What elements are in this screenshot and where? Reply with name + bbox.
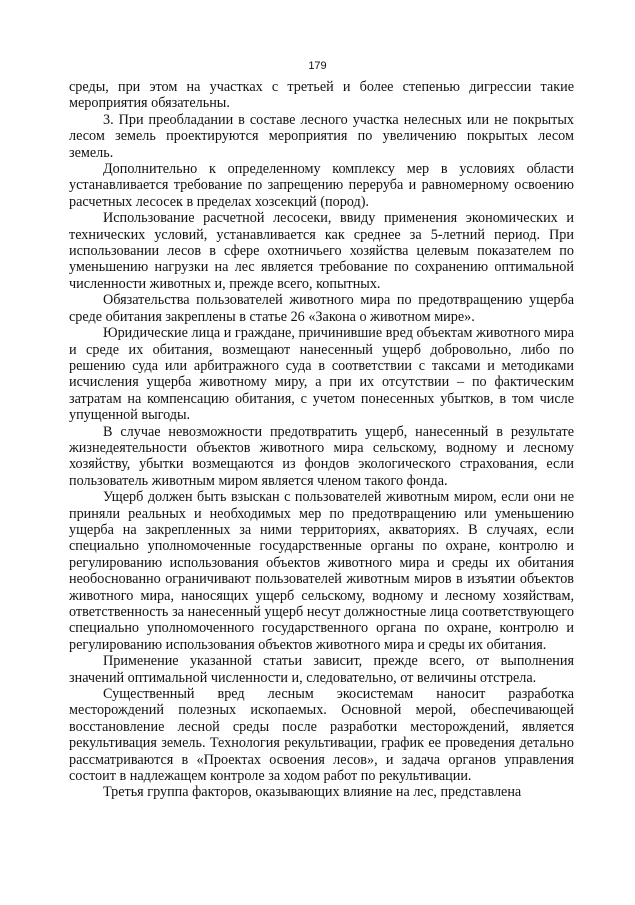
paragraph: Применение указанной статьи зависит, прежде всего, от выполнения значений оптимальной численности и, следовательно, от величины отстрела.: [69, 653, 574, 686]
paragraph: Обязательства пользователей животного мира по предотвращению ущерба среде обитания закреплены в статье 26 «Закона о животном мире».: [69, 292, 574, 325]
paragraph: Существенный вред лесным экосистемам наносит разработка месторождений полезных ископаемых. Основной мерой, обеспечивающей восстановление лесной среды после разработки месторождений, является рекультивация земель. Технология рекультивации, график ее проведения детально рассматриваются в «Проектах освоения лесов», и задача органов управления состоит в надлежащем контроле за ходом работ по рекультивации.: [69, 686, 574, 785]
page-number: 179: [308, 60, 327, 72]
paragraph: Дополнительно к определенному комплексу мер в условиях области устанавливается требование по запрещению переруба и равномерному освоению расчетных лесосек в пределах хозсекций (пород).: [69, 161, 574, 210]
paragraph: В случае невозможности предотвратить ущерб, нанесенный в результате жизнедеятельности объектов животного мира сельскому, водному и лесному хозяйству, убытки возмещаются из фондов экологического страхования, если пользователь животным миром является членом такого фонда.: [69, 423, 574, 489]
document-body: [69, 79, 574, 801]
paragraph: Ущерб должен быть взыскан с пользователей животным миром, если они не приняли реальных и необходимых мер по предотвращению или уменьшению ущерба на закрепленных за ними территориях, акваториях. В случаях, если специально уполномоченные государственные органы по охране, контролю и регулированию использования объектов животного мира и среды их обитания необоснованно ограничивают пользователей животным миров в изъятии объектов животного мира, наносящих ущерб сельскому, водному и лесному хозяйствам, ответственность за нанесенный ущерб несут должностные лица соответствующего специально уполномоченного государственного органа по охране, контролю и регулированию использования объектов животного мира и среды их обитания.: [69, 489, 574, 653]
paragraph: Использование расчетной лесосеки, ввиду применения экономических и технических условий, устанавливается как среднее за 5-летний период. При использовании лесов в сфере охотничьего хозяйства целевым показателем по уменьшению нагрузки на лес является требование по сохранению оптимальной численности животных и, прежде всего, копытных.: [69, 210, 574, 292]
paragraph: Юридические лица и граждане, причинившие вред объектам животного мира и среде их обитания, возмещают нанесенный ущерб добровольно, либо по решению суда или арбитражного суда в соответствии с таксами и методиками исчисления ущерба животному миру, а при их отсутствии – по фактическим затратам на компенсацию обитания, с учетом понесенных убытков, в том числе упущенной выгоды.: [69, 325, 574, 424]
paragraph-item-3: 3. При преобладании в составе лесного участка нелесных или не покрытых лесом земель проектируются мероприятия по увеличению покрытых лесом земель.: [69, 111, 574, 161]
paragraph-last: Третья группа факторов, оказывающих влияние на лес, представлена: [103, 784, 522, 801]
paragraph-continuation: среды, при этом на участках с третьей и более степенью дигрессии такие мероприятия обязательны.: [69, 79, 574, 112]
